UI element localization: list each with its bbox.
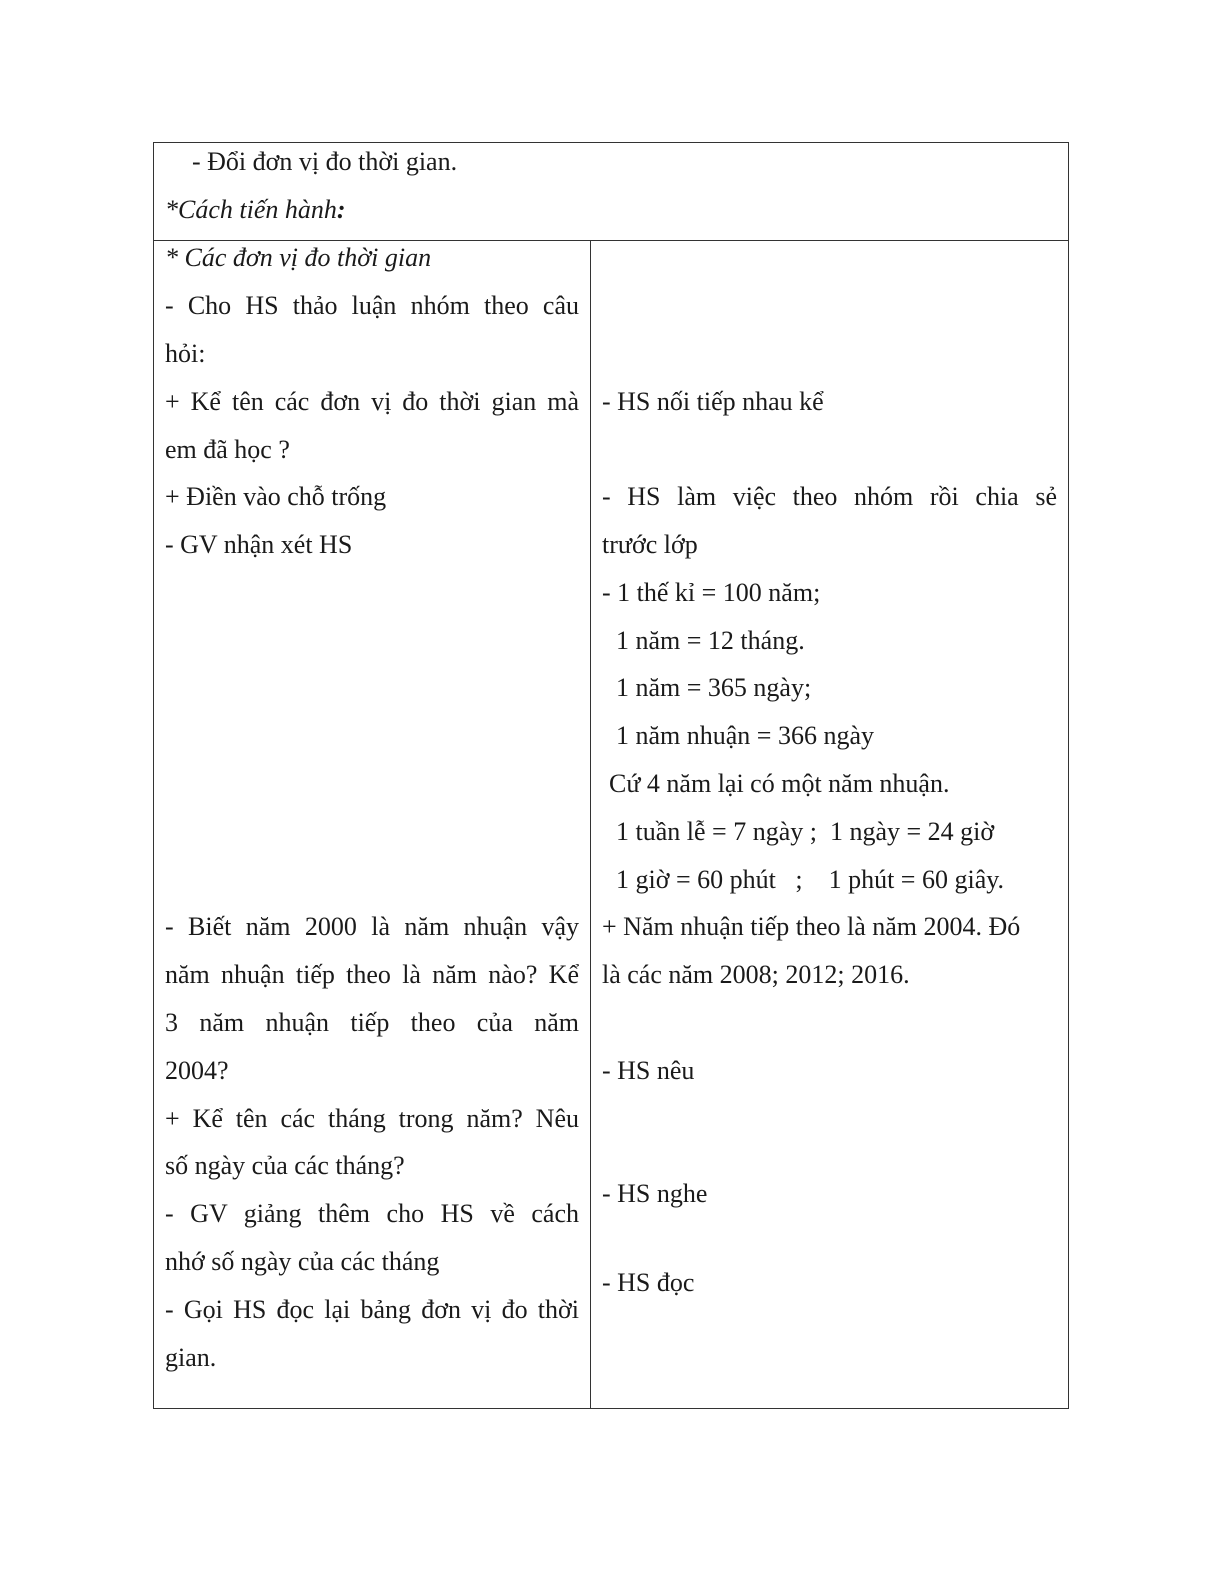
student-line-5: 1 năm = 12 tháng. (616, 626, 805, 655)
procedure-heading (165, 193, 346, 227)
procedure-colon: : (336, 195, 346, 224)
teacher-line-8: - Biết năm 2000 là năm nhuận vậy (165, 912, 579, 941)
student-line-8: Cứ 4 năm lại có một năm nhuận. (609, 769, 950, 798)
teacher-line-15: nhớ số ngày của các tháng (165, 1247, 440, 1276)
column-divider (590, 240, 591, 1408)
student-line-12: là các năm 2008; 2012; 2016. (602, 960, 910, 989)
teacher-line-6: + Điền vào chỗ trống (165, 482, 387, 511)
student-line-10: 1 giờ = 60 phút ; 1 phút = 60 giây. (616, 865, 1005, 894)
procedure-label: *Cách tiến hành (165, 195, 337, 224)
student-line-9: 1 tuần lễ = 7 ngày ; 1 ngày = 24 giờ (616, 817, 995, 846)
student-line-7: 1 năm nhuận = 366 ngày (616, 721, 875, 750)
student-line-15: - HS đọc (602, 1268, 695, 1297)
teacher-line-9: năm nhuận tiếp theo là năm nào? Kể (165, 960, 579, 989)
teacher-line-3: hỏi: (165, 339, 206, 368)
teacher-line-11: 2004? (165, 1056, 229, 1085)
student-line-1: - HS nối tiếp nhau kể (602, 387, 824, 416)
teacher-line-10: 3 năm nhuận tiếp theo của năm (165, 1008, 579, 1037)
student-line-13: - HS nêu (602, 1056, 695, 1085)
lesson-table (153, 142, 1069, 1409)
teacher-line-2: - Cho HS thảo luận nhóm theo câu (165, 291, 579, 320)
teacher-line-1: * Các đơn vị đo thời gian (165, 243, 432, 272)
teacher-line-4: + Kể tên các đơn vị đo thời gian mà (165, 387, 579, 416)
student-line-14: - HS nghe (602, 1179, 708, 1208)
teacher-line-13: số ngày của các tháng? (165, 1151, 405, 1180)
student-line-11: + Năm nhuận tiếp theo là năm 2004. Đó (602, 912, 1021, 941)
student-line-6: 1 năm = 365 ngày; (616, 673, 812, 702)
objective-text: - Đổi đơn vị đo thời gian. (192, 147, 458, 176)
teacher-line-14: - GV giảng thêm cho HS về cách (165, 1199, 579, 1228)
teacher-line-17: gian. (165, 1343, 217, 1372)
teacher-line-16: - Gọi HS đọc lại bảng đơn vị đo thời (165, 1295, 579, 1324)
teacher-line-5: em đã học ? (165, 435, 290, 464)
teacher-line-12: + Kể tên các tháng trong năm? Nêu (165, 1104, 579, 1133)
student-line-4: - 1 thế kỉ = 100 năm; (602, 578, 821, 607)
student-line-2: - HS làm việc theo nhóm rồi chia sẻ (602, 482, 1057, 511)
student-line-3: trước lớp (602, 530, 698, 559)
teacher-line-7: - GV nhận xét HS (165, 530, 353, 559)
